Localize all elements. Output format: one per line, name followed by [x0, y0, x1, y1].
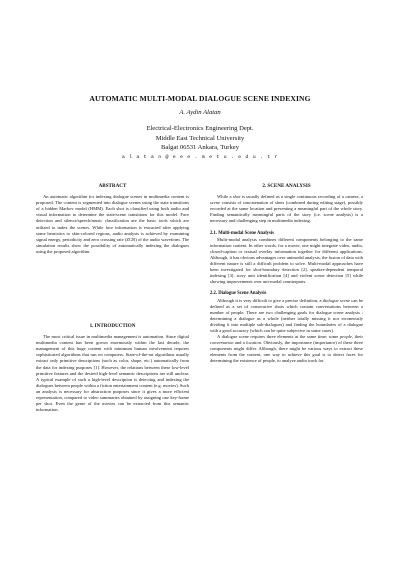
dialogue-heading: 2.2. Dialogue Scene Analysis: [210, 291, 267, 297]
scene-analysis-heading: 2. SCENE ANALYSIS: [262, 183, 311, 189]
affiliation-city: Balgat 06531 Ankara, Turkey: [160, 144, 240, 151]
affiliation-email: a l a t a n @ e e e . m e t u . e d u . t r: [121, 154, 279, 160]
scene-analysis-section: [210, 183, 363, 365]
abstract-section: [36, 183, 189, 255]
dialogue-text-2: A dialogue scene requires three elements at the same time; some people, their conversation and a location. Obviously, the importance (importance) of these three components might differ. Although, there might be various ways to extract these elements from the content, one way to achieve this goal is to detect faces for determining the existence of people, to analyze audio track for: [210, 334, 363, 364]
introduction-heading: 1. INTRODUCTION: [89, 323, 136, 329]
abstract-text: An automatic algorithm for indexing dialogue scenes in multimedia content is proposed. The content is segmented into dialogue scenes using the state transitions of a hidden Markov model (HMM). Each shot is classified using both audio and visual information to determine the state/scene transitions for this model. Face detection and silence/speech/music classification are the basic tools which are utilized to index the scenes. While face information is extracted after applying some heuristics to skin-colored regions, audio analysis is achieved by examining signal energy, periodicity and zero crossing rate (ZCR) of the audio waveform. The simulation results show the possibility of automatically indexing the dialogues using the proposed algorithm.: [36, 194, 189, 254]
scene-analysis-text: While a shot is usually defined as a single continuous recording of a camera, a scene consists of concatenation of shots (combined during editing stage), possibly recorded at the same location and presenting a meaningful part of the whole story. Finding semantically meaningful parts of the story (i.e. scene analysis) is a necessary and challenging step in multimedia indexing.: [210, 194, 363, 224]
author-name: A. Aydin Alatan: [179, 109, 221, 116]
introduction-section: [36, 323, 189, 413]
affiliation-dept: Electrical-Electronics Engineering Dept.: [146, 125, 254, 132]
introduction-text: The most critical issue in multimedia management is automation. Since digital multimedia content has been grown enormously within the last decade, the management of this huge content with minimum human involvement requires sophisticated algorithms that run on computers. State-of-the-art algorithms usually extract only primitive descriptions (such as color, shape, etc.) automatically from the data for indexing purposes [1]. However, the relations between these low-level primitive features and the desired high-level semantic descriptions are still unclear. A typical example of such a high-level description is detecting and indexing the dialogues between people within a fiction entertainment content (e.g. movies). Such an analysis is necessary for abstraction purposes since it gives a more efficient representation, compared to video summaries obtained by assigning one key-frame per shot. Even the genre of the movies can be extracted from this semantic information.: [36, 334, 189, 413]
affiliation-university: Middle East Technical University: [155, 134, 245, 142]
abstract-heading: ABSTRACT: [98, 183, 127, 189]
multimodal-heading: 2.1. Multi-modal Scene Analysis: [210, 230, 274, 236]
dialogue-text-1: Although it is very difficult to give a precise definition, a dialogue scene can be defined as a set of consecutive shots which contain conversations between a number of people. There are two challenging goals for dialogue scene analysis : determining a dialogue as a whole (neither totally missing it nor erroneously dividing it into multiple sub-dialogues) and finding the boundaries of a dialogue with a good accuracy (which can be quite subjective in some cases).: [210, 297, 363, 333]
affiliation-block: [0, 124, 400, 162]
multimodal-text: Multi-modal analysis combines different components belonging to the same information content. In other words, for a movie, one might integrate video, audio, closed-caption or textual overlay information together for different applications. Although, it has obvious advantages over unimodal analysis, the fusion of data with different nature is still a difficult problem to solve. Multi-modal approaches have been investigated for shot-boundary detection [2], speaker-dependent temporal indexing [3], story unit identification [4] and violent scene detection [5] while showing improvements over uni-modal counterparts.: [210, 236, 363, 285]
paper-title: AUTOMATIC MULTI-MODAL DIALOGUE SCENE INDEXING: [89, 94, 311, 103]
